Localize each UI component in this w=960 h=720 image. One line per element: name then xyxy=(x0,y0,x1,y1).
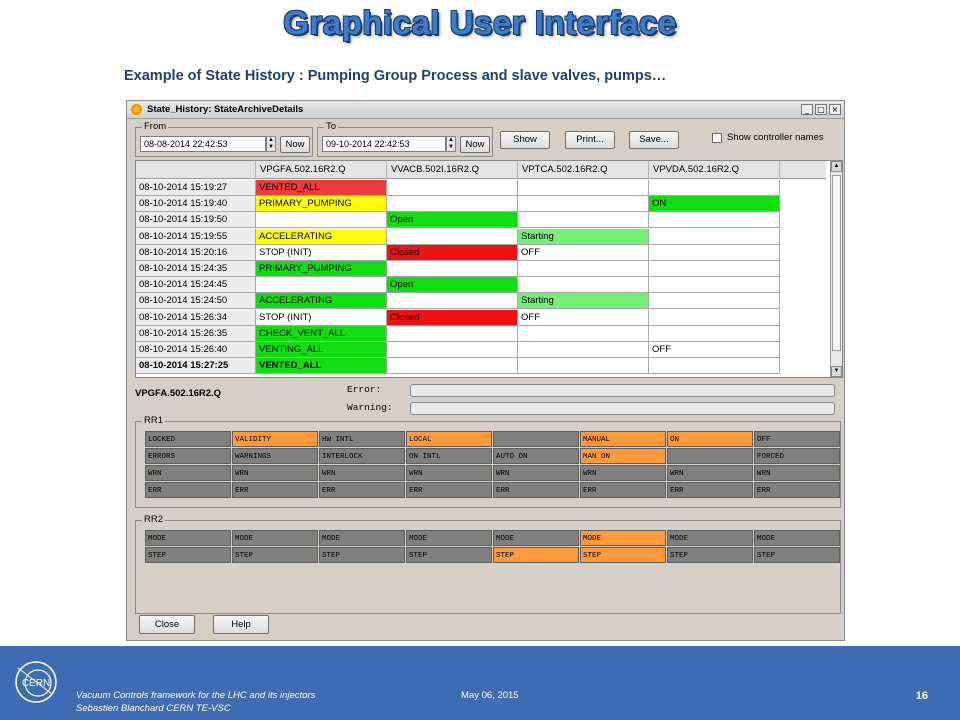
close-button[interactable]: Close xyxy=(139,615,195,634)
time-cell: 08-10-2014 15:19:50 xyxy=(136,212,256,228)
rr1-bit-cell: ERR xyxy=(667,482,753,498)
rr2-bit-cell: STEP xyxy=(319,547,405,563)
rr2-bit-cell: MODE xyxy=(493,530,579,546)
rr1-bit-cell: ERR xyxy=(145,482,231,498)
state-cell xyxy=(518,326,649,342)
from-label: From xyxy=(144,121,167,132)
rr2-bit-cell: MODE xyxy=(145,530,231,546)
cern-logo xyxy=(12,658,60,706)
from-date-field[interactable]: 08-08-2014 22:42:53 xyxy=(140,136,266,152)
state-cell: OFF xyxy=(649,342,780,358)
slide-title: Graphical User Interface xyxy=(283,4,677,41)
rr2-bit-cell: STEP xyxy=(493,547,579,563)
rr2-bit-cell: STEP xyxy=(580,547,666,563)
state-cell: OFF xyxy=(518,245,649,261)
table-row[interactable] xyxy=(136,293,826,309)
rr2-row xyxy=(145,547,841,563)
column-header-device[interactable]: VPTCA.502.16R2.Q xyxy=(518,161,649,179)
time-cell: 08-10-2014 15:19:27 xyxy=(136,180,256,196)
state-cell xyxy=(387,293,518,309)
minimize-icon[interactable]: _ xyxy=(801,104,813,115)
rr1-bit-cell: ERR xyxy=(406,482,492,498)
show-button[interactable]: Show xyxy=(500,131,550,149)
state-cell: OFF xyxy=(518,310,649,326)
state-cell xyxy=(518,277,649,293)
column-header-time[interactable] xyxy=(136,161,256,179)
rr2-row xyxy=(145,530,841,546)
slide-subtitle: Example of State History : Pumping Group Process and slave valves, pumps… xyxy=(124,68,667,84)
rr1-bit-cell: ERRORS xyxy=(145,448,231,464)
rr1-bit-cell: HW INTL xyxy=(319,431,405,447)
time-cell: 08-10-2014 15:19:40 xyxy=(136,196,256,212)
state-cell xyxy=(387,180,518,196)
warning-field xyxy=(410,402,835,415)
state-cell: VENTING_ALL xyxy=(256,342,387,358)
state-cell xyxy=(387,261,518,277)
from-group xyxy=(135,121,313,157)
rr1-bit-cell: WRN xyxy=(493,465,579,481)
state-cell: VENTED_ALL xyxy=(256,358,387,374)
state-cell xyxy=(518,342,649,358)
rr1-bit-cell: ERR xyxy=(754,482,840,498)
maximize-icon[interactable]: □ xyxy=(815,104,827,115)
state-cell: ON xyxy=(649,196,780,212)
time-cell: 08-10-2014 15:26:35 xyxy=(136,326,256,342)
state-cell xyxy=(518,261,649,277)
state-cell xyxy=(649,310,780,326)
rr1-bit-cell: AUTO ON xyxy=(493,448,579,464)
table-scrollbar[interactable] xyxy=(830,161,842,377)
state-cell xyxy=(649,326,780,342)
rr1-bit-cell xyxy=(493,431,579,447)
state-cell xyxy=(649,229,780,245)
rr2-bit-cell: STEP xyxy=(754,547,840,563)
state-cell xyxy=(256,277,387,293)
state-cell xyxy=(518,180,649,196)
to-group xyxy=(317,121,493,157)
state-cell xyxy=(387,326,518,342)
state-cell xyxy=(518,212,649,228)
to-date-field[interactable]: 09-10-2014 22:42:53 xyxy=(322,136,446,152)
app-icon xyxy=(131,104,142,115)
rr1-bit-cell: OFF xyxy=(754,431,840,447)
state-history-window xyxy=(126,100,845,641)
state-cell: Closed xyxy=(387,310,518,326)
rr2-bit-cell: MODE xyxy=(232,530,318,546)
state-cell: Closed xyxy=(387,245,518,261)
rr2-bit-cell: STEP xyxy=(406,547,492,563)
rr2-bit-cell: MODE xyxy=(754,530,840,546)
state-history-table[interactable] xyxy=(135,160,843,378)
rr1-bit-cell: VALIDITY xyxy=(232,431,318,447)
rr1-row xyxy=(145,448,841,464)
error-field xyxy=(410,384,835,397)
state-cell: PRIMARY_PUMPING xyxy=(256,261,387,277)
table-row[interactable] xyxy=(136,261,826,277)
table-row[interactable] xyxy=(136,245,826,261)
time-cell: 08-10-2014 15:26:34 xyxy=(136,310,256,326)
rr1-bit-cell: ERR xyxy=(319,482,405,498)
rr1-bit-cell xyxy=(667,448,753,464)
state-cell xyxy=(518,358,649,374)
time-cell: 08-10-2014 15:20:16 xyxy=(136,245,256,261)
rr1-row xyxy=(145,465,841,481)
time-cell: 08-10-2014 15:24:35 xyxy=(136,261,256,277)
state-cell xyxy=(649,358,780,374)
state-cell xyxy=(649,293,780,309)
rr2-bit-cell: MODE xyxy=(580,530,666,546)
to-label: To xyxy=(326,121,337,132)
time-cell: 08-10-2014 15:26:40 xyxy=(136,342,256,358)
state-cell xyxy=(256,212,387,228)
window-titlebar[interactable] xyxy=(127,101,844,119)
rr2-bit-cell: STEP xyxy=(667,547,753,563)
state-cell xyxy=(387,196,518,212)
rr1-bit-cell: WRN xyxy=(319,465,405,481)
state-cell xyxy=(649,212,780,228)
scroll-thumb[interactable] xyxy=(832,175,841,351)
state-cell: Starting xyxy=(518,229,649,245)
rr2-label: RR2 xyxy=(144,514,164,525)
scroll-down-icon[interactable]: ▼ xyxy=(831,366,842,377)
footer-line2: Sebastien Blanchard CERN TE-VSC xyxy=(76,703,231,714)
from-spin-icon[interactable]: ▲ ▼ xyxy=(266,136,276,152)
footer-line1: Vacuum Controls framework for the LHC and its injectors xyxy=(76,690,316,701)
table-row[interactable] xyxy=(136,196,826,212)
rr1-bit-cell: ERR xyxy=(232,482,318,498)
table-row[interactable] xyxy=(136,277,826,293)
state-cell: Open xyxy=(387,277,518,293)
state-cell xyxy=(387,342,518,358)
state-cell xyxy=(387,229,518,245)
state-cell: ACCELERATING xyxy=(256,293,387,309)
time-cell: 08-10-2014 15:19:55 xyxy=(136,229,256,245)
table-row[interactable] xyxy=(136,326,826,342)
cern-logo-text: CERN xyxy=(21,678,51,689)
table-row[interactable] xyxy=(136,212,826,228)
help-button[interactable]: Help xyxy=(213,615,269,634)
selected-device-name: VPGFA.502.16R2.Q xyxy=(135,388,222,399)
close-icon[interactable]: × xyxy=(829,104,841,115)
state-cell: ACCELERATING xyxy=(256,229,387,245)
rr2-bit-cell: STEP xyxy=(145,547,231,563)
column-header-device[interactable]: VVACB.502I.16R2.Q xyxy=(387,161,518,179)
rr1-bit-cell: WRN xyxy=(754,465,840,481)
time-cell: 08-10-2014 15:27:25 xyxy=(136,358,256,374)
rr1-bit-cell: WRN xyxy=(406,465,492,481)
rr1-bit-cell: LOCAL xyxy=(406,431,492,447)
rr2-bit-cell: MODE xyxy=(319,530,405,546)
column-header-device[interactable]: VPGFA.502.16R2.Q xyxy=(256,161,387,179)
print-button[interactable]: Print... xyxy=(565,131,615,149)
footer-date: May 06, 2015 xyxy=(461,690,519,701)
rr1-bit-cell: WARNINGS xyxy=(232,448,318,464)
warning-label: Warning: xyxy=(347,402,393,413)
state-cell: Open xyxy=(387,212,518,228)
rr1-bit-cell: FORCED xyxy=(754,448,840,464)
show-controller-names-checkbox[interactable] xyxy=(712,133,722,143)
to-spin-icon[interactable]: ▲ ▼ xyxy=(446,136,456,152)
slide-footer xyxy=(0,646,960,720)
state-cell xyxy=(649,277,780,293)
to-now-button[interactable]: Now xyxy=(460,136,490,153)
rr1-bit-cell: MAN ON xyxy=(580,448,666,464)
rr1-bit-cell: WRN xyxy=(667,465,753,481)
rr1-bit-cell: WRN xyxy=(232,465,318,481)
rr1-bit-cell: ERR xyxy=(580,482,666,498)
rr1-group xyxy=(135,415,841,508)
state-cell xyxy=(649,180,780,196)
table-header xyxy=(136,161,826,179)
rr1-row xyxy=(145,431,841,447)
from-now-button[interactable]: Now xyxy=(280,136,310,153)
rr1-bit-cell: MANUAL xyxy=(580,431,666,447)
rr2-bit-cell: STEP xyxy=(232,547,318,563)
table-row[interactable] xyxy=(136,180,826,196)
page-number: 16 xyxy=(915,690,928,702)
table-row[interactable] xyxy=(136,310,826,326)
state-cell: CHECK_VENT_ALL xyxy=(256,326,387,342)
table-row[interactable] xyxy=(136,342,826,358)
state-cell xyxy=(518,196,649,212)
state-cell: PRIMARY_PUMPING xyxy=(256,196,387,212)
state-cell: STOP (INIT) xyxy=(256,310,387,326)
rr2-bit-cell: MODE xyxy=(667,530,753,546)
rr2-bit-cell: MODE xyxy=(406,530,492,546)
time-cell: 08-10-2014 15:24:45 xyxy=(136,277,256,293)
state-cell xyxy=(387,358,518,374)
time-cell: 08-10-2014 15:24:50 xyxy=(136,293,256,309)
rr1-bit-cell: INTERLOCK xyxy=(319,448,405,464)
rr1-bit-cell: ON INTL xyxy=(406,448,492,464)
rr1-grid xyxy=(145,431,841,499)
rr1-bit-cell: LOCKED xyxy=(145,431,231,447)
state-cell: Starting xyxy=(518,293,649,309)
rr2-grid xyxy=(145,530,841,564)
window-title: State_History: StateArchiveDetails xyxy=(147,104,304,115)
state-cell xyxy=(649,245,780,261)
rr1-bit-cell: WRN xyxy=(580,465,666,481)
rr1-bit-cell: ON xyxy=(667,431,753,447)
rr1-bit-cell: ERR xyxy=(493,482,579,498)
rr1-row xyxy=(145,482,841,498)
rr1-bit-cell: WRN xyxy=(145,465,231,481)
scroll-up-icon[interactable]: ▲ xyxy=(831,161,842,172)
rr1-label: RR1 xyxy=(144,415,164,426)
show-controller-names-label: Show controller names xyxy=(727,132,824,143)
table-row[interactable] xyxy=(136,229,826,245)
error-label: Error: xyxy=(347,384,382,395)
state-cell: STOP (INIT) xyxy=(256,245,387,261)
save-button[interactable]: Save... xyxy=(629,131,679,149)
state-cell xyxy=(649,261,780,277)
column-header-device[interactable]: VPVDA.502.16R2.Q xyxy=(649,161,780,179)
rr2-group xyxy=(135,514,841,614)
table-row[interactable] xyxy=(136,358,826,374)
state-cell: VENTED_ALL xyxy=(256,180,387,196)
